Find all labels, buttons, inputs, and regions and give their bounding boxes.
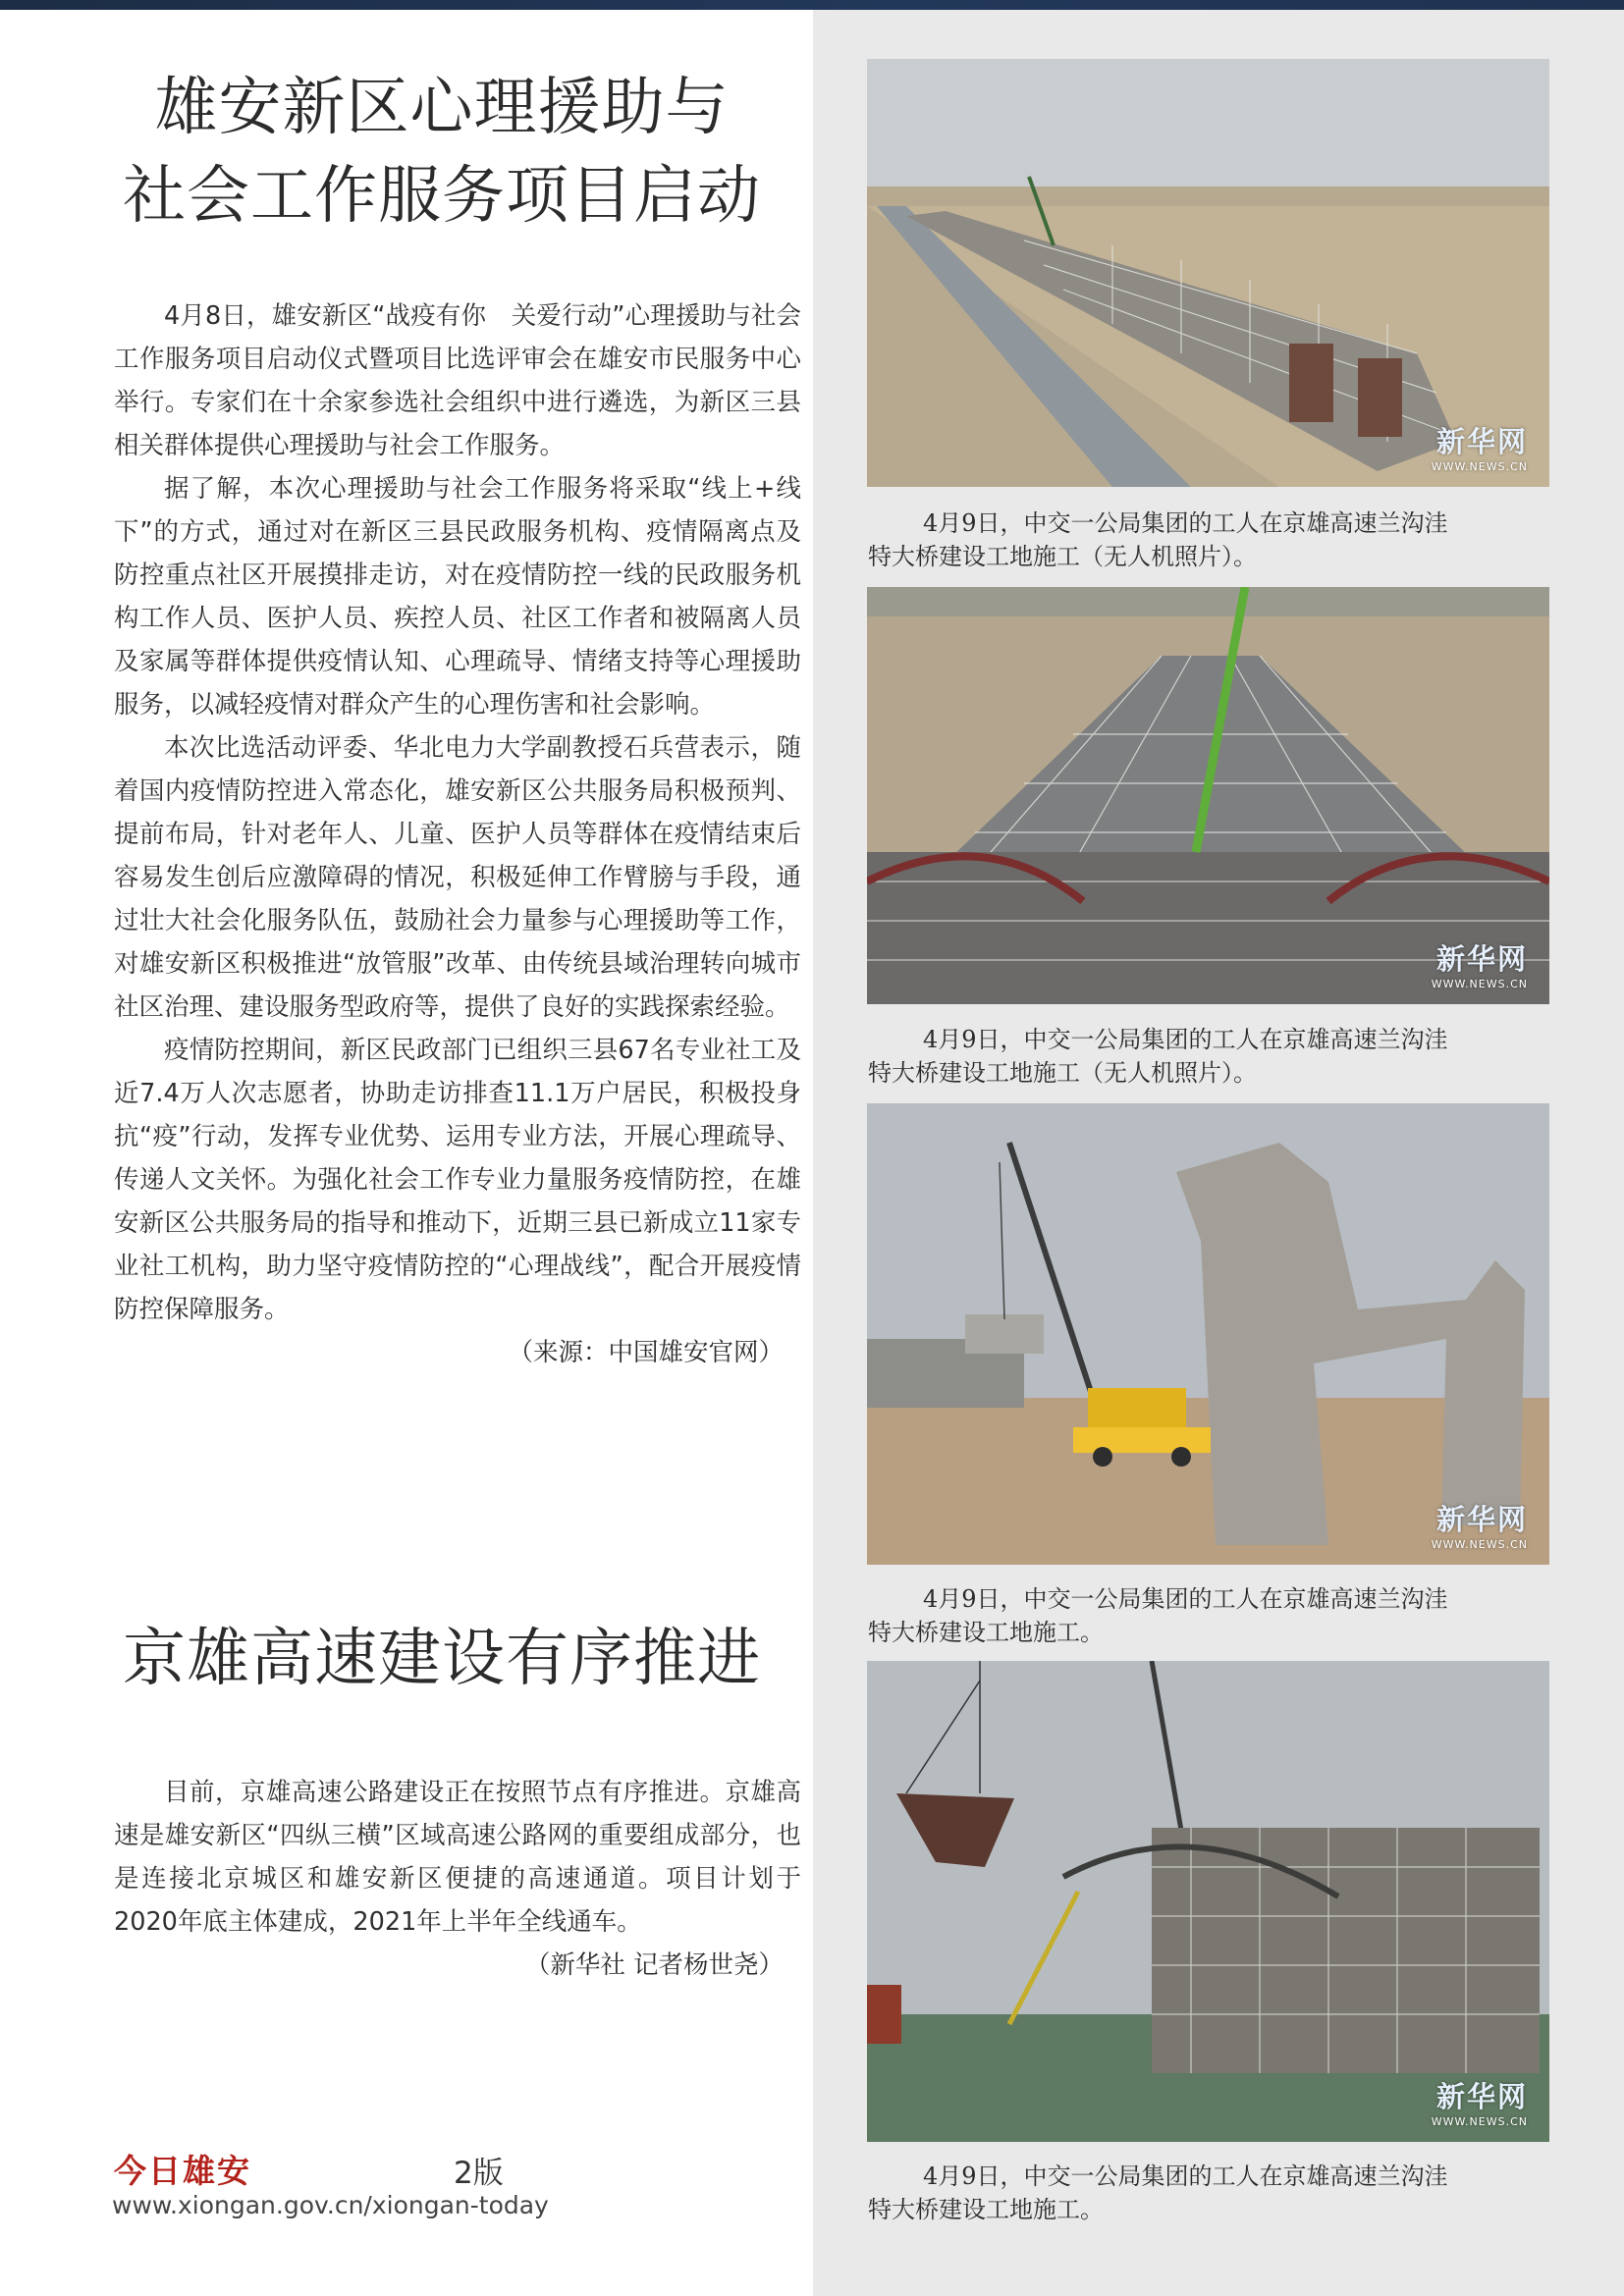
article2-body <box>114 1771 801 1987</box>
photo-rebar-cage <box>867 1661 1549 2142</box>
article2-source: （新华社 记者杨世尧） <box>524 1950 784 1980</box>
photo-caption: 4月9日，中交一公局集团的工人在京雄高速兰沟洼 特大桥建设工地施工。 <box>868 1585 1448 1646</box>
photo-caption: 4月9日，中交一公局集团的工人在京雄高速兰沟洼 特大桥建设工地施工（无人机照片）。 <box>868 509 1448 570</box>
photo-concrete-pier <box>867 1103 1549 1565</box>
article1-paragraph: 本次比选活动评委、华北电力大学副教授石兵营表示，随着国内疫情防控进入常态化，雄安新区公共服务局积极预判、提前布局，针对老年人、儿童、医护人员等群体在疫情结束后容易发生创后应激障碍的情况，积极延伸工作臂膀与手段，通过壮大社会化服务队伍，鼓励社会力量参与心理援助等工作，对雄安新区积极推进“放管服”改革、由传统县域治理转向城市社区治理、建设服务型政府等，提供了良好的实践探索经验。 <box>114 733 801 1022</box>
xinhua-watermark: 新华网 WWW.NEWS.CN <box>1431 2080 1528 2128</box>
footer-url: www.xiongan.gov.cn/xiongan-today <box>112 2191 549 2219</box>
top-bar <box>0 0 1624 10</box>
photo-caption: 4月9日，中交一公局集团的工人在京雄高速兰沟洼 特大桥建设工地施工。 <box>868 2163 1448 2223</box>
article1-paragraph: 4月8日，雄安新区“战疫有你 关爱行动”心理援助与社会工作服务项目启动仪式暨项目比选评审会在雄安市民服务中心举行。专家们在十余家参选社会组织中进行遴选，为新区三县相关群体提供心理援助与社会工作服务。 <box>114 301 801 460</box>
newspaper-logo: 今日雄安 <box>114 2152 251 2190</box>
page-number: 2版 <box>454 2156 504 2191</box>
photo-aerial-bridge-1 <box>867 59 1549 487</box>
article1-title-line2: 社会工作服务项目启动 <box>123 160 761 233</box>
article1-body <box>114 294 801 1374</box>
photo-caption: 4月9日，中交一公局集团的工人在京雄高速兰沟洼 特大桥建设工地施工（无人机照片）。 <box>868 1026 1448 1087</box>
xinhua-watermark: 新华网 WWW.NEWS.CN <box>1431 1503 1528 1551</box>
photo-aerial-bridge-2 <box>867 587 1549 1004</box>
article1-source: （来源：中国雄安官网） <box>508 1338 784 1367</box>
article1-paragraph: 疫情防控期间，新区民政部门已组织三县67名专业社工及近7.4万人次志愿者，协助走访排查11.1万户居民，积极投身抗“疫”行动，发挥专业优势、运用专业方法，开展心理疏导、传递人文关怀。为强化社会工作专业力量服务疫情防控，在雄安新区公共服务局的指导和推动下，近期三县已新成立11家专业社工机构，助力坚守疫情防控的“心理战线”，配合开展疫情防控保障服务。 <box>114 1036 801 1324</box>
article1-paragraph: 据了解，本次心理援助与社会工作服务将采取“线上+线下”的方式，通过对在新区三县民政服务机构、疫情隔离点及防控重点社区开展摸排走访，对在疫情防控一线的民政服务机构工作人员、医护人员、疾控人员、社区工作者和被隔离人员及家属等群体提供疫情认知、心理疏导、情绪支持等心理援助服务，以减轻疫情对群众产生的心理伤害和社会影响。 <box>114 474 801 720</box>
xinhua-watermark: 新华网 WWW.NEWS.CN <box>1431 425 1528 473</box>
xinhua-watermark: 新华网 WWW.NEWS.CN <box>1431 942 1528 990</box>
article2-paragraph: 目前，京雄高速公路建设正在按照节点有序推进。京雄高速是雄安新区“四纵三横”区域高速公路网的重要组成部分，也是连接北京城区和雄安新区便捷的高速通道。项目计划于2020年底主体建成，2021年上半年全线通车。 <box>114 1778 801 1937</box>
article1-title-line1: 雄安新区心理援助与 <box>154 72 730 144</box>
article2-title: 京雄高速建设有序推进 <box>123 1623 761 1695</box>
